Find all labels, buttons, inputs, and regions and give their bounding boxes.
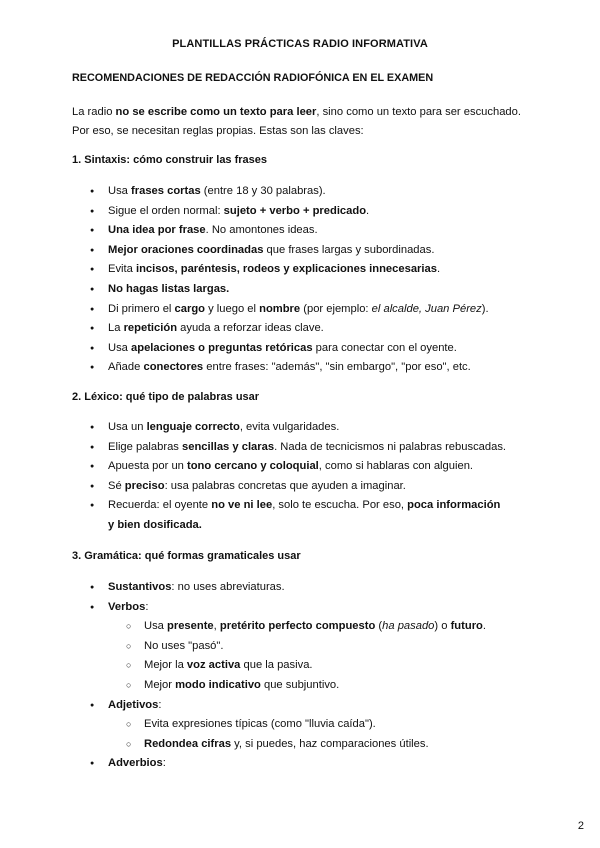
- list-item: ○ Evita expresiones típicas (como "lluvia caída").: [126, 715, 530, 735]
- lexico-list: [90, 418, 530, 536]
- list-item: ○ Usa presente, pretérito perfecto compuesto (ha pasado) o futuro.: [126, 617, 530, 637]
- list-item: ● Adverbios:: [90, 754, 530, 774]
- list-item: ● Evita incisos, paréntesis, rodeos y explicaciones innecesarias.: [90, 260, 530, 280]
- sintaxis-list: [90, 182, 530, 378]
- gramatica-list: [90, 578, 530, 774]
- document-title: PLANTILLAS PRÁCTICAS RADIO INFORMATIVA: [172, 38, 428, 50]
- page-number: 2: [577, 820, 584, 832]
- list-item: ● Elige palabras sencillas y claras. Nada de tecnicismos ni palabras rebuscadas.: [90, 438, 530, 458]
- list-item: ● Recuerda: el oyente no ve ni lee, solo te escucha. Por eso, poca información y bien dosificada.: [90, 496, 508, 535]
- list-item: ○ Mejor modo indicativo que subjuntivo.: [126, 676, 530, 696]
- list-item: ● Adjetivos: ○ Evita expresiones típicas (como "lluvia caída"). ○ Redondea cifras y, si puedes, haz comparaciones útiles.: [90, 696, 530, 755]
- list-item: ● Una idea por frase. No amontones ideas.: [90, 221, 530, 241]
- section-title-gramatica: 3. Gramática: qué formas gramaticales usar: [72, 550, 301, 562]
- list-item: ● Di primero el cargo y luego el nombre (por ejemplo: el alcalde, Juan Pérez).: [90, 300, 530, 320]
- list-item: ● La repetición ayuda a reforzar ideas clave.: [90, 319, 530, 339]
- list-item: ● Verbos: ○ Usa presente, pretérito perfecto compuesto (ha pasado) o futuro. ○ No uses "pasó". ○ Mejor la voz activa que la pasiva. ○ Mejor modo indicativo que subjuntivo.: [90, 598, 530, 696]
- list-item: ● Usa un lenguaje correcto, evita vulgaridades.: [90, 418, 530, 438]
- adjetivos-sublist: [126, 715, 530, 754]
- list-item: ● Sé preciso: usa palabras concretas que ayuden a imaginar.: [90, 477, 530, 497]
- list-item: ● Usa frases cortas (entre 18 y 30 palabras).: [90, 182, 530, 202]
- list-item: ● Usa apelaciones o preguntas retóricas para conectar con el oyente.: [90, 339, 530, 359]
- verbos-sublist: [126, 617, 530, 695]
- section-title-lexico: 2. Léxico: qué tipo de palabras usar: [72, 391, 260, 403]
- list-item: ○ Mejor la voz activa que la pasiva.: [126, 656, 530, 676]
- list-item: ● Sigue el orden normal: sujeto + verbo + predicado.: [90, 202, 530, 222]
- list-item: ○ No uses "pasó".: [126, 637, 530, 657]
- section-title-sintaxis: 1. Sintaxis: cómo construir las frases: [72, 154, 268, 166]
- list-item: ○ Redondea cifras y, si puedes, haz comparaciones útiles.: [126, 735, 530, 755]
- document-subtitle: RECOMENDACIONES DE REDACCIÓN RADIOFÓNICA EN EL EXAMEN: [72, 72, 434, 84]
- list-item: ● Sustantivos: no uses abreviaturas.: [90, 578, 530, 598]
- list-item: ● Añade conectores entre frases: "además", "sin embargo", "por eso", etc.: [90, 358, 530, 378]
- list-item: ● No hagas listas largas.: [90, 280, 530, 300]
- list-item: ● Mejor oraciones coordinadas que frases largas y subordinadas.: [90, 241, 530, 261]
- list-item: ● Apuesta por un tono cercano y coloquial, como si hablaras con alguien.: [90, 457, 530, 477]
- intro-paragraph: La radio no se escribe como un texto para leer, sino como un texto para ser escuchado. Por eso, se necesitan reglas propias. Estas son las claves:: [72, 106, 521, 137]
